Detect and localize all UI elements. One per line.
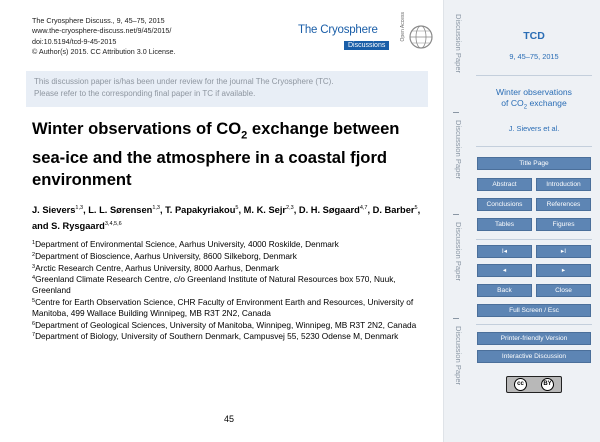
affiliation-number: 3 [32, 263, 36, 270]
author-name: M. K. Sejr [243, 205, 287, 215]
citation-meta [32, 16, 176, 58]
citation-line: The Cryosphere Discuss., 9, 45–75, 2015 [32, 16, 165, 25]
affiliation-number: 2 [32, 251, 36, 258]
author-affil: 1,3 [75, 205, 84, 211]
author-affil: 4,7 [359, 205, 368, 211]
panel-divider [476, 239, 592, 240]
by-icon: BY [541, 378, 554, 391]
first-page-button[interactable]: I◂ [477, 245, 532, 258]
introduction-button[interactable]: Introduction [536, 178, 591, 191]
fullscreen-button[interactable]: Full Screen / Esc [477, 304, 591, 317]
affiliation-text: Greenland Climate Research Centre, c/o Greenland Institute of Natural Resources box 570, Nuuk, Greenland [32, 274, 396, 296]
navigation-panel [468, 0, 600, 442]
strip-label: Discussion Paper [454, 222, 463, 282]
affiliation-number: 6 [32, 320, 36, 327]
author-name: D. H. Søgaard [298, 205, 360, 215]
affiliation-text: Centre for Earth Observation Science, CHR Faculty of Environment Earth and Resources, University of Manitoba, 499 Wallace Building Winnipeg, MB R3T 2N2, Canada [32, 296, 414, 318]
abstract-button[interactable]: Abstract [477, 178, 532, 191]
author-affil: 1,3 [152, 205, 160, 211]
affiliation-list [32, 238, 434, 342]
url-link[interactable]: www.the-cryosphere-discuss.net/9/45/2015/ [32, 26, 172, 36]
tables-button[interactable]: Tables [477, 218, 532, 231]
affiliation-item [32, 262, 434, 274]
author-list [32, 201, 432, 233]
author-sep: , [293, 205, 299, 215]
journal-logo-title: The Cryosphere [298, 24, 378, 36]
notice-line-2: Please refer to the corresponding final paper in TC if available. [34, 89, 256, 98]
affiliation-item [32, 273, 434, 296]
doi-line: doi:10.5194/tcd-9-45-2015 [32, 36, 117, 46]
author-affil: 3,4,5,6 [104, 221, 122, 227]
title-part-2: exchange between sea-ice and the atmosphere in a coastal fjord environment [32, 119, 400, 190]
panel-divider [476, 75, 592, 76]
journal-logo-subtitle: Discussions [344, 41, 389, 50]
strip-divider [453, 318, 459, 319]
title-page-button[interactable]: Title Page [477, 157, 591, 170]
panel-authors: J. Sievers et al. [508, 124, 560, 133]
title-subscript: 2 [241, 129, 248, 142]
author-affil: 5 [414, 205, 418, 211]
affiliation-number: 5 [32, 297, 36, 304]
panel-paper-title [468, 87, 600, 114]
review-notice [26, 71, 428, 107]
author-affil: 2,3 [286, 205, 294, 211]
next-page-button[interactable]: ▸ [536, 264, 591, 277]
last-page-button[interactable]: ▸I [536, 245, 591, 258]
close-button[interactable]: Close [536, 284, 591, 297]
affiliation-item [32, 319, 434, 331]
panel-title-line-1: Winter observations [496, 87, 572, 97]
affiliation-number: 4 [32, 275, 36, 282]
prev-page-button[interactable]: ◂ [477, 264, 532, 277]
author-name: T. Papakyriakou [165, 205, 236, 215]
author-name: J. Sievers [32, 205, 76, 215]
open-access-label: Open Access [400, 12, 406, 42]
cc-icon: cc [514, 378, 527, 391]
affiliation-text: Arctic Research Centre, Aarhus University, 8000 Aarhus, Denmark [35, 262, 279, 273]
panel-title-line-2 [468, 98, 600, 114]
affiliation-text: Department of Biology, University of Southern Denmark, Campusvej 55, 5230 Odense M, Denmark [35, 331, 399, 342]
author-sep: , [238, 205, 244, 215]
journal-abbrev: TCD [523, 30, 545, 42]
panel-title-subscript: 2 [523, 104, 528, 111]
open-access-globe-icon [408, 24, 434, 50]
figures-button[interactable]: Figures [536, 218, 591, 231]
title-part-1: Winter observations of CO [32, 119, 242, 138]
affiliation-text: Department of Geological Sciences, University of Manitoba, Winnipeg, Winnipeg, MB R3T 2N2, Canada [35, 319, 417, 330]
page-number: 45 [224, 414, 235, 424]
strip-divider [453, 214, 459, 215]
conclusions-button[interactable]: Conclusions [477, 198, 532, 211]
affiliation-item [32, 238, 434, 250]
affiliation-item [32, 330, 434, 342]
panel-divider [476, 146, 592, 147]
panel-title-part: exchange [527, 98, 567, 108]
notice-line-1: This discussion paper is/has been under review for the journal The Cryosphere (TC). [34, 77, 334, 86]
author-name: S. Rysgaard [51, 221, 105, 231]
author-name: L. L. Sørensen [88, 205, 153, 215]
panel-title-part: of CO [501, 98, 524, 108]
back-button[interactable]: Back [477, 284, 532, 297]
interactive-discussion-button[interactable]: Interactive Discussion [477, 350, 591, 363]
paper-title [32, 118, 432, 192]
author-sep: , and [32, 205, 421, 231]
author-sep: , [159, 205, 166, 215]
strip-label: Discussion Paper [454, 14, 463, 74]
license-line: © Author(s) 2015. CC Attribution 3.0 License. [32, 47, 176, 57]
affiliation-text: Department of Environmental Science, Aarhus University, 4000 Roskilde, Denmark [35, 239, 339, 249]
affiliation-text: Department of Bioscience, Aarhus University, 8600 Silkeborg, Denmark [35, 250, 297, 261]
affiliation-number: 1 [32, 240, 36, 246]
discussion-paper-strip [443, 0, 468, 442]
strip-divider [453, 112, 459, 113]
cc-by-license-badge[interactable] [506, 376, 562, 393]
journal-reference: 9, 45–75, 2015 [509, 52, 559, 61]
printer-friendly-button[interactable]: Printer-friendly Version [477, 332, 591, 345]
strip-label: Discussion Paper [454, 326, 463, 386]
references-button[interactable]: References [536, 198, 591, 211]
author-affil: 5 [235, 205, 239, 211]
strip-label: Discussion Paper [454, 120, 463, 180]
affiliation-item [32, 250, 434, 262]
affiliation-item [32, 296, 434, 319]
affiliation-number: 7 [32, 332, 36, 339]
author-name: D. Barber [372, 205, 415, 215]
author-sep: , [83, 205, 89, 215]
author-sep: , [367, 205, 373, 215]
panel-divider [476, 324, 592, 325]
